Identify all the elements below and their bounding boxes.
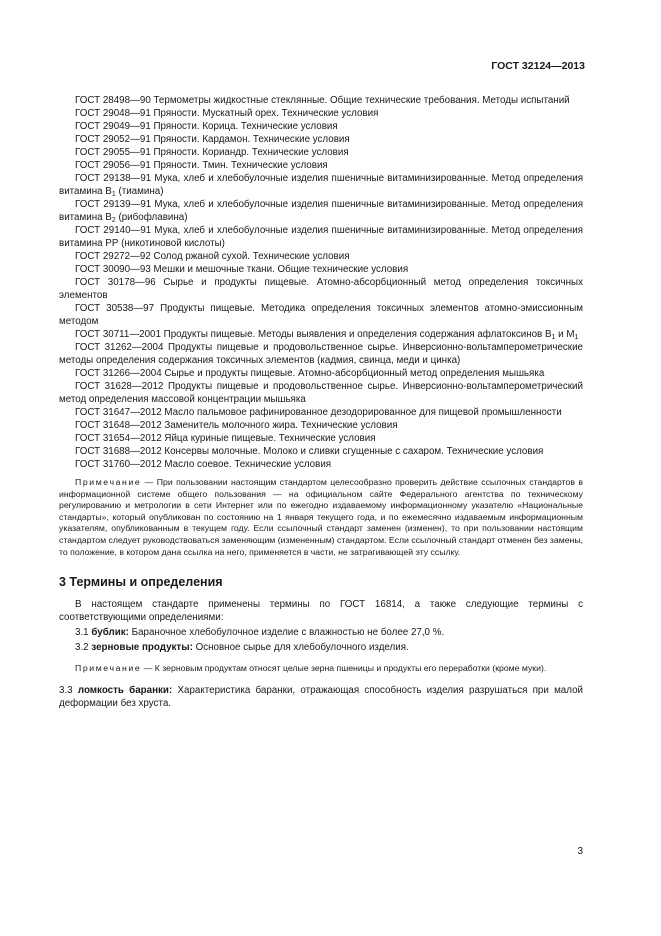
reference-item: ГОСТ 31648—2012 Заменитель молочного жира. Технические условия [75, 420, 398, 431]
document-id-header: ГОСТ 32124—2013 [491, 60, 585, 72]
reference-item: ГОСТ 31760—2012 Масло соевое. Технические условия [75, 459, 332, 470]
page-content [59, 94, 583, 710]
references-note: Примечание — При пользовании настоящим стандартом целесообразно проверить действие ссылочных стандартов в информационной системе общего пользования — на официальном сайте Федерального агентства по техническому регулированию и метрологии в сети Интернет или по ежегодно издаваемому информационному указателю «Национальные стандарты», который опубликован по состоянию на 1 января текущего года, и по ежемесячно издаваемым информационным указателям, опубликованным в текущем году. Если ссылочный стандарт заменен (изменен), то при пользовании настоящим стандартом следует руководствоваться заменяющим (измененным) стандартом. Если ссылочный стандарт отменен без замены, то положение, в котором дана ссылка на него, применяется в части, не затрагивающей эту ссылку. [59, 477, 583, 557]
reference-item: ГОСТ 29052—91 Пряности. Кардамон. Технические условия [75, 134, 350, 145]
section-heading: 3 Термины и определения [59, 575, 223, 590]
reference-item: ГОСТ 31628—2012 Продукты пищевые и продовольственное сырье. Инверсионно-вольтамперометрический метод определения массовой концентрации мышьяка [59, 381, 583, 405]
page-number: 3 [577, 846, 583, 857]
reference-item: ГОСТ 28498—90 Термометры жидкостные стеклянные. Общие технические требования. Методы испытаний [75, 95, 570, 106]
reference-item: ГОСТ 31647—2012 Масло пальмовое рафинированное дезодорированное для пищевой промышленности [75, 407, 562, 418]
reference-item: ГОСТ 30090—93 Мешки и мешочные ткани. Общие технические условия [75, 264, 409, 275]
section-intro: В настоящем стандарте применены термины по ГОСТ 16814, а также следующие термины с соответствующими определениями: [59, 599, 583, 624]
reference-item: ГОСТ 31266—2004 Сырье и продукты пищевые. Атомно-абсорбционный метод определения мышьяка [75, 368, 545, 379]
reference-item: ГОСТ 31262—2004 Продукты пищевые и продовольственное сырье. Инверсионно-вольтамперометрические методы определения содержания токсичных элементов (кадмия, свинца, меди и цинка) [59, 342, 583, 366]
reference-item: ГОСТ 29048—91 Пряности. Мускатный орех. Технические условия [75, 108, 379, 119]
reference-item: ГОСТ 29272—92 Солод ржаной сухой. Технические условия [75, 251, 350, 262]
reference-item: ГОСТ 31654—2012 Яйца куриные пищевые. Технические условия [75, 433, 376, 444]
term-3-1: 3.1 бублик: Бараночное хлебобулочное изделие с влажностью не более 27,0 %. [75, 627, 445, 639]
reference-item: ГОСТ 29139—91 Мука, хлеб и хлебобулочные изделия пшеничные витаминизированные. Метод определения витамина $В_2$ (рибофлавина) [59, 199, 583, 224]
note-label: Примечание [75, 663, 142, 674]
reference-item: ГОСТ 29055—91 Пряности. Кориандр. Технические условия [75, 147, 349, 158]
reference-item: ГОСТ 29049—91 Пряности. Корица. Технические условия [75, 121, 338, 132]
term-3-3: 3.3 ломкость баранки: Характеристика баранки, отражающая способность изделия разрушаться при малой деформации без хруста. [59, 684, 584, 709]
reference-item: ГОСТ 29056—91 Пряности. Тмин. Технические условия [75, 160, 328, 171]
reference-item: ГОСТ 30711—2001 Продукты пищевые. Методы выявления и определения содержания афлатоксинов $В_1$ и $М_1$ [75, 329, 579, 341]
note-label: Примечание [75, 477, 142, 487]
term-note: Примечание — К зерновым продуктам относят целые зерна пшеницы и продукты его переработки (кроме муки). [75, 663, 547, 674]
reference-item: ГОСТ 29140—91 Мука, хлеб и хлебобулочные изделия пшеничные витаминизированные. Метод определения витамина РР (никотиновой кислоты) [59, 225, 583, 249]
term-3-2: 3.2 зерновые продукты: Основное сырье для хлебобулочного изделия. [75, 642, 409, 654]
reference-item: ГОСТ 31688—2012 Консервы молочные. Молоко и сливки сгущенные с сахаром. Технические условия [75, 446, 544, 457]
reference-item: ГОСТ 30538—97 Продукты пищевые. Методика определения токсичных элементов атомно-эмиссионным методом [59, 303, 583, 327]
reference-item: ГОСТ 30178—96 Сырье и продукты пищевые. Атомно-абсорбционный метод определения токсичных элементов [59, 277, 583, 301]
reference-item: ГОСТ 29138—91 Мука, хлеб и хлебобулочные изделия пшеничные витаминизированные. Метод определения витамина $В_1$ (тиамина) [59, 173, 583, 198]
